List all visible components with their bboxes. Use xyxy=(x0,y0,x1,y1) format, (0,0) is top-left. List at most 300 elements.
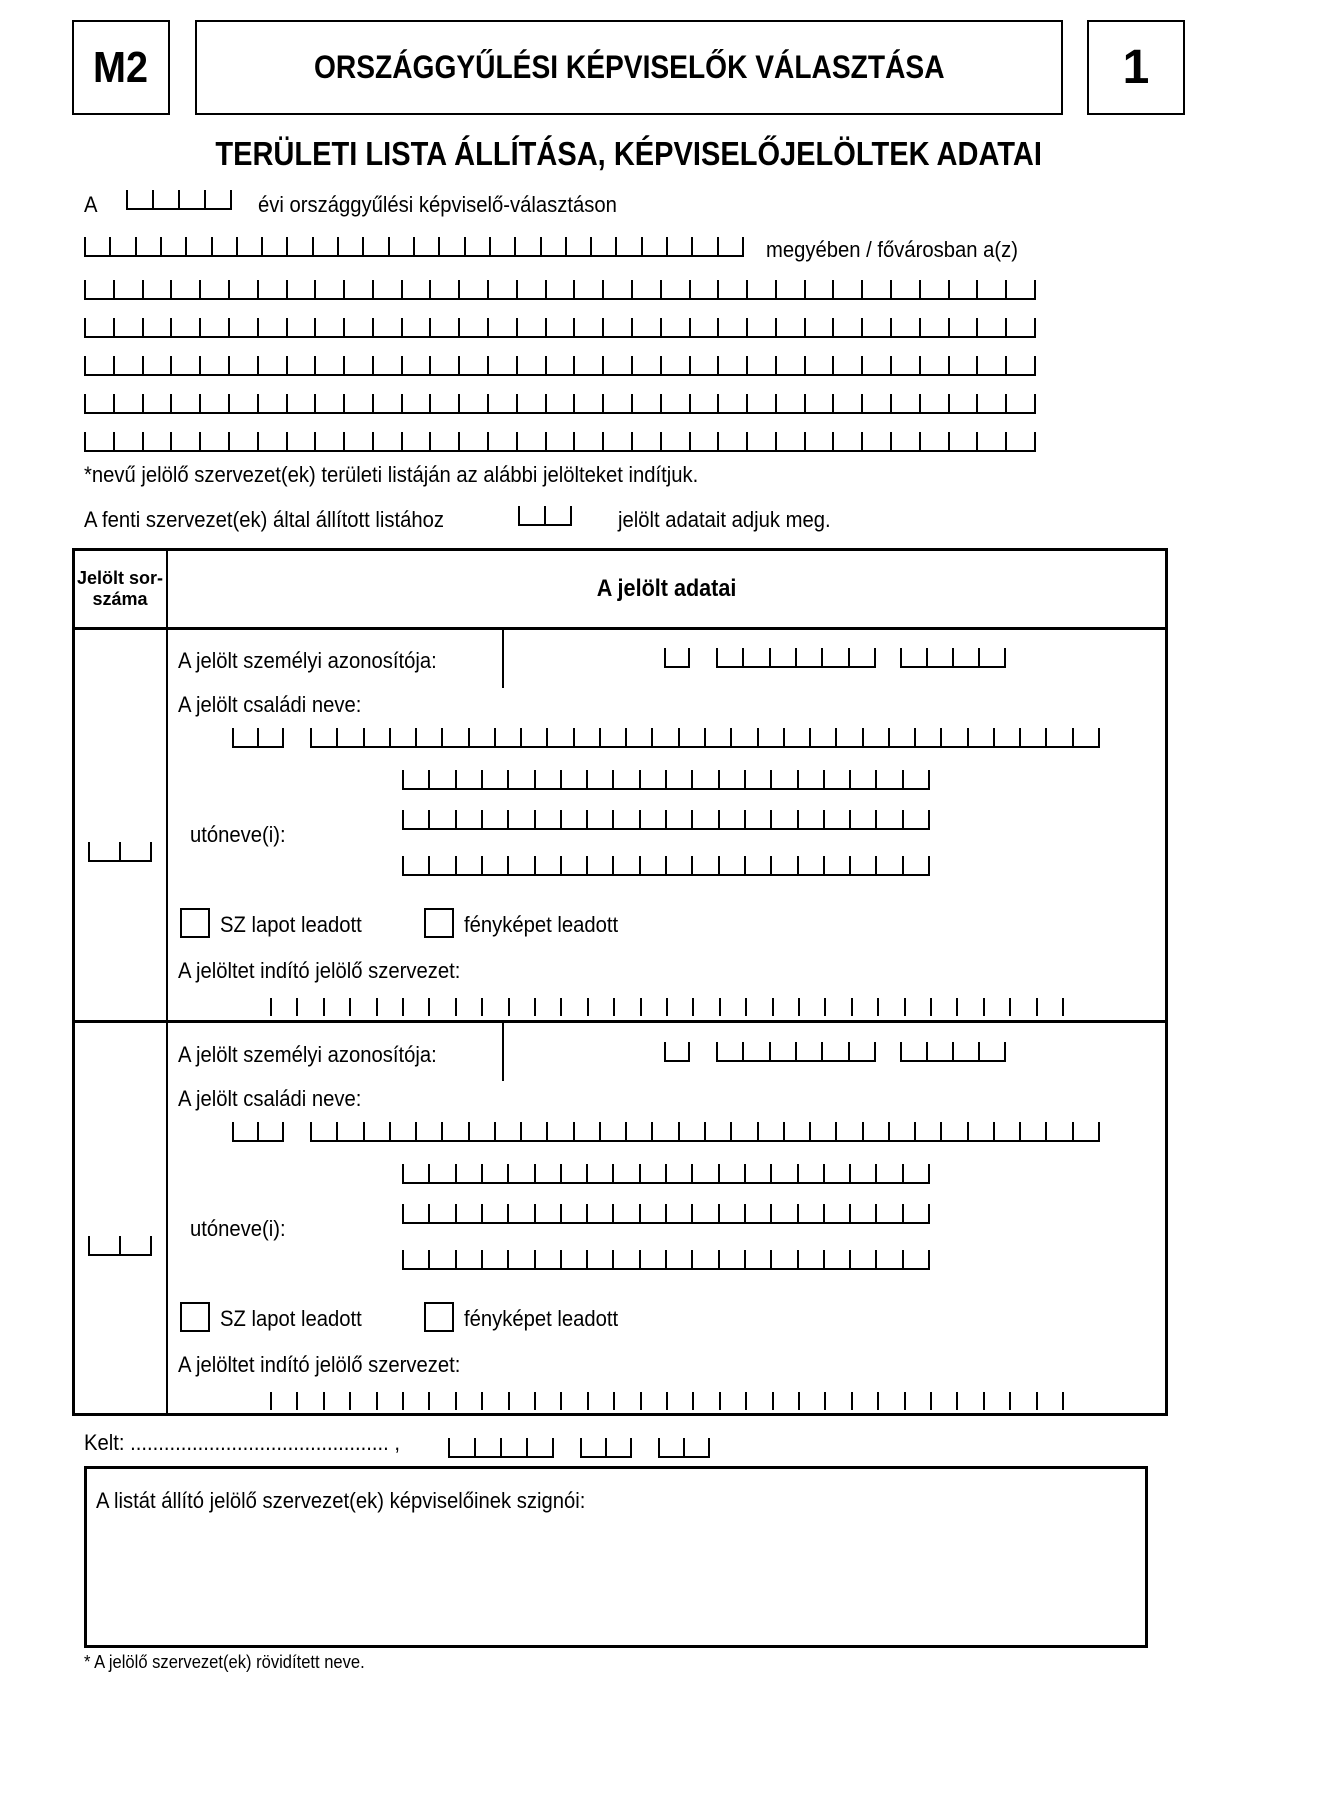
candidate-2-id-part-1[interactable] xyxy=(664,1042,690,1062)
box-tick xyxy=(665,1250,667,1268)
box-tick xyxy=(769,1042,771,1060)
box-tick xyxy=(640,998,642,1016)
box-tick xyxy=(665,810,667,828)
box-tick xyxy=(185,237,187,255)
box-tick xyxy=(507,1204,509,1222)
org-name-line-5[interactable] xyxy=(84,432,1036,452)
box-tick xyxy=(952,648,954,666)
box-tick xyxy=(402,998,404,1016)
box-tick xyxy=(428,1250,430,1268)
box-tick xyxy=(742,1042,744,1060)
box-tick xyxy=(170,356,172,374)
box-tick xyxy=(848,648,850,666)
box-tick xyxy=(612,1250,614,1268)
candidate-1-given-name-1[interactable] xyxy=(402,770,930,790)
candidate-2-sz-checkbox[interactable] xyxy=(180,1302,210,1332)
box-tick xyxy=(545,318,547,336)
box-tick xyxy=(1036,1392,1038,1410)
box-tick xyxy=(849,856,851,874)
form-code: M2 xyxy=(93,42,149,92)
form-title: ORSZÁGGYŰLÉSI KÉPVISELŐK VÁLASZTÁSA xyxy=(313,49,945,85)
box-tick xyxy=(783,728,785,746)
box-tick xyxy=(849,810,851,828)
box-tick xyxy=(976,356,978,374)
box-tick xyxy=(286,432,288,450)
kelt-month-field[interactable] xyxy=(580,1438,632,1458)
box-tick xyxy=(323,998,325,1016)
box-tick xyxy=(797,1204,799,1222)
box-tick xyxy=(270,1392,272,1410)
box-tick xyxy=(518,506,520,524)
box-tick xyxy=(468,1122,470,1140)
box-tick xyxy=(823,770,825,788)
box-tick xyxy=(708,1438,710,1456)
box-tick xyxy=(664,648,666,666)
box-tick xyxy=(310,1122,312,1140)
box-tick xyxy=(890,432,892,450)
box-tick xyxy=(691,1250,693,1268)
box-tick xyxy=(481,810,483,828)
box-tick xyxy=(199,318,201,336)
candidate-1-id-part-1[interactable] xyxy=(664,648,690,668)
box-tick xyxy=(861,394,863,412)
candidate-1-id-divider xyxy=(502,630,504,688)
box-tick xyxy=(402,856,404,874)
candidate-2-id-part-2[interactable] xyxy=(716,1042,876,1062)
box-tick xyxy=(804,394,806,412)
box-tick xyxy=(849,770,851,788)
box-tick xyxy=(770,856,772,874)
box-tick xyxy=(746,432,748,450)
box-tick xyxy=(717,318,719,336)
box-tick xyxy=(742,237,744,255)
box-tick xyxy=(178,190,180,208)
box-tick xyxy=(228,432,230,450)
box-tick xyxy=(458,394,460,412)
box-tick xyxy=(560,1250,562,1268)
box-tick xyxy=(199,356,201,374)
box-tick xyxy=(376,1392,378,1410)
box-tick xyxy=(314,432,316,450)
box-tick xyxy=(757,1122,759,1140)
box-tick xyxy=(1062,1392,1064,1410)
box-tick xyxy=(150,842,152,860)
box-tick xyxy=(481,1250,483,1268)
box-tick xyxy=(211,237,213,255)
box-tick xyxy=(142,356,144,374)
box-tick xyxy=(428,770,430,788)
candidate-2-given-name-2[interactable] xyxy=(402,1204,930,1224)
box-tick xyxy=(631,356,633,374)
box-tick xyxy=(823,856,825,874)
col-header-number: Jelölt sor- száma xyxy=(76,567,164,609)
org-name-line-3[interactable] xyxy=(84,356,1036,376)
box-tick xyxy=(612,1204,614,1222)
box-tick xyxy=(534,810,536,828)
box-tick xyxy=(1045,728,1047,746)
box-tick xyxy=(481,1164,483,1182)
box-tick xyxy=(688,648,690,666)
box-tick xyxy=(904,998,906,1016)
box-tick xyxy=(612,1164,614,1182)
box-tick xyxy=(948,432,950,450)
box-tick xyxy=(514,237,516,255)
candidate-1-family-prefix[interactable] xyxy=(232,728,284,748)
box-tick xyxy=(861,318,863,336)
box-tick xyxy=(296,998,298,1016)
box-tick xyxy=(940,1122,942,1140)
box-tick xyxy=(336,728,338,746)
box-tick xyxy=(573,394,575,412)
org-name-line-1[interactable] xyxy=(84,280,1036,300)
box-tick xyxy=(232,728,234,746)
box-tick xyxy=(877,1392,879,1410)
box-tick xyxy=(718,856,720,874)
box-tick xyxy=(718,1164,720,1182)
box-tick xyxy=(560,856,562,874)
candidate-2-id-part-3[interactable] xyxy=(900,1042,1006,1062)
box-tick xyxy=(199,280,201,298)
candidate-1-sz-label: SZ lapot leadott xyxy=(220,912,362,937)
box-tick xyxy=(719,1392,721,1410)
box-tick xyxy=(874,648,876,666)
box-tick xyxy=(797,810,799,828)
box-tick xyxy=(508,1392,510,1410)
candidate-2-given-label: utóneve(i): xyxy=(190,1216,286,1241)
box-tick xyxy=(109,237,111,255)
box-tick xyxy=(718,810,720,828)
box-tick xyxy=(296,1392,298,1410)
box-tick xyxy=(890,356,892,374)
box-tick xyxy=(429,280,431,298)
box-tick xyxy=(983,998,985,1016)
box-tick xyxy=(312,237,314,255)
box-tick xyxy=(526,1438,528,1456)
box-tick xyxy=(797,770,799,788)
candidate-2-family-prefix[interactable] xyxy=(232,1122,284,1142)
box-tick xyxy=(862,1122,864,1140)
box-tick xyxy=(310,728,312,746)
box-tick xyxy=(487,318,489,336)
kelt-label: Kelt: .............................................. , xyxy=(84,1430,401,1455)
box-tick xyxy=(257,318,259,336)
signature-label: A listát állító jelölő szervezet(ek) képviselőinek szignói: xyxy=(96,1488,586,1513)
box-tick xyxy=(900,648,902,666)
box-tick xyxy=(746,318,748,336)
box-tick xyxy=(900,1042,902,1060)
box-tick xyxy=(851,1392,853,1410)
box-tick xyxy=(717,356,719,374)
box-tick xyxy=(770,1250,772,1268)
box-tick xyxy=(534,1164,536,1182)
box-tick xyxy=(689,280,691,298)
box-tick xyxy=(848,1042,850,1060)
box-tick xyxy=(914,728,916,746)
box-tick xyxy=(142,280,144,298)
box-tick xyxy=(343,394,345,412)
box-tick xyxy=(389,728,391,746)
box-tick xyxy=(775,356,777,374)
candidate-1-given-name-3[interactable] xyxy=(402,856,930,876)
box-tick xyxy=(170,394,172,412)
page-number-box xyxy=(1087,20,1185,115)
box-tick xyxy=(660,280,662,298)
box-tick xyxy=(113,280,115,298)
box-tick xyxy=(257,280,259,298)
box-tick xyxy=(534,1392,536,1410)
box-tick xyxy=(586,1204,588,1222)
box-tick xyxy=(257,432,259,450)
box-tick xyxy=(914,1122,916,1140)
box-tick xyxy=(428,1164,430,1182)
box-tick xyxy=(1045,1122,1047,1140)
box-tick xyxy=(630,1438,632,1456)
box-tick xyxy=(586,856,588,874)
box-tick xyxy=(746,356,748,374)
box-tick xyxy=(343,280,345,298)
box-tick xyxy=(804,318,806,336)
box-tick xyxy=(861,280,863,298)
box-tick xyxy=(587,1392,589,1410)
box-tick xyxy=(113,356,115,374)
candidate-1-id-part-3[interactable] xyxy=(900,648,1006,668)
box-tick xyxy=(1034,394,1036,412)
box-tick xyxy=(967,1122,969,1140)
box-tick xyxy=(1009,998,1011,1016)
box-tick xyxy=(455,770,457,788)
box-tick xyxy=(257,356,259,374)
box-tick xyxy=(770,1164,772,1182)
box-tick xyxy=(455,1164,457,1182)
box-tick xyxy=(455,998,457,1016)
box-tick xyxy=(500,1438,502,1456)
box-tick xyxy=(599,728,601,746)
box-tick xyxy=(573,728,575,746)
candidate-2-org-field[interactable] xyxy=(270,1392,1064,1410)
box-tick xyxy=(84,318,86,336)
box-tick xyxy=(835,1122,837,1140)
box-tick xyxy=(481,998,483,1016)
box-tick xyxy=(902,810,904,828)
box-tick xyxy=(952,1042,954,1060)
box-tick xyxy=(861,356,863,374)
box-tick xyxy=(84,356,86,374)
box-tick xyxy=(948,394,950,412)
box-tick xyxy=(323,1392,325,1410)
candidate-2-number-field[interactable] xyxy=(88,1236,152,1256)
candidate-1-id-part-2[interactable] xyxy=(716,648,876,668)
candidate-2-family-label: A jelölt családi neve: xyxy=(178,1086,362,1111)
box-tick xyxy=(573,280,575,298)
box-tick xyxy=(602,318,604,336)
box-tick xyxy=(228,394,230,412)
box-tick xyxy=(170,318,172,336)
box-tick xyxy=(641,237,643,255)
box-tick xyxy=(804,432,806,450)
box-tick xyxy=(928,810,930,828)
box-tick xyxy=(926,1042,928,1060)
box-tick xyxy=(940,728,942,746)
candidate-1-given-label: utóneve(i): xyxy=(190,822,286,847)
box-tick xyxy=(745,998,747,1016)
year-field[interactable] xyxy=(126,190,232,210)
candidate-1-photo-checkbox[interactable] xyxy=(424,908,454,938)
candidate-1-given-name-2[interactable] xyxy=(402,810,930,830)
box-tick xyxy=(613,1392,615,1410)
box-tick xyxy=(286,318,288,336)
box-tick xyxy=(631,394,633,412)
box-tick xyxy=(639,770,641,788)
box-tick xyxy=(1072,728,1074,746)
box-tick xyxy=(665,770,667,788)
box-tick xyxy=(314,394,316,412)
box-tick xyxy=(717,237,719,255)
county-field[interactable] xyxy=(84,237,744,257)
box-tick xyxy=(455,1392,457,1410)
box-tick xyxy=(560,770,562,788)
box-tick xyxy=(199,394,201,412)
box-tick xyxy=(798,1392,800,1410)
box-tick xyxy=(573,356,575,374)
box-tick xyxy=(88,842,90,860)
box-tick xyxy=(602,432,604,450)
box-tick xyxy=(665,1164,667,1182)
box-tick xyxy=(716,1042,718,1060)
box-tick xyxy=(930,998,932,1016)
box-tick xyxy=(730,1122,732,1140)
candidate-2-given-name-1[interactable] xyxy=(402,1164,930,1184)
box-tick xyxy=(119,1236,121,1254)
box-tick xyxy=(832,318,834,336)
box-tick xyxy=(343,356,345,374)
box-tick xyxy=(849,1250,851,1268)
box-tick xyxy=(976,394,978,412)
box-tick xyxy=(507,1164,509,1182)
box-tick xyxy=(363,1122,365,1140)
candidate-1-family-name[interactable] xyxy=(310,728,1100,748)
box-tick xyxy=(978,1042,980,1060)
box-tick xyxy=(1005,280,1007,298)
box-tick xyxy=(534,856,536,874)
box-tick xyxy=(928,1164,930,1182)
candidate-1-org-field[interactable] xyxy=(270,998,1064,1016)
candidate-count-field[interactable] xyxy=(518,506,572,526)
candidate-2-given-name-3[interactable] xyxy=(402,1250,930,1270)
box-tick xyxy=(875,1250,877,1268)
box-tick xyxy=(770,810,772,828)
box-tick xyxy=(823,1164,825,1182)
box-tick xyxy=(507,770,509,788)
box-tick xyxy=(372,394,374,412)
box-tick xyxy=(428,998,430,1016)
box-tick xyxy=(1019,1122,1021,1140)
box-tick xyxy=(429,394,431,412)
candidate-1-id-label: A jelölt személyi azonosítója: xyxy=(178,648,437,673)
box-tick xyxy=(665,856,667,874)
box-tick xyxy=(570,506,572,524)
box-tick xyxy=(534,770,536,788)
box-tick xyxy=(314,356,316,374)
box-tick xyxy=(772,1392,774,1410)
box-tick xyxy=(402,770,404,788)
candidate-2-family-name[interactable] xyxy=(310,1122,1100,1142)
box-tick xyxy=(534,1250,536,1268)
box-tick xyxy=(660,356,662,374)
box-tick xyxy=(388,237,390,255)
box-tick xyxy=(474,1438,476,1456)
box-tick xyxy=(835,728,837,746)
box-tick xyxy=(429,432,431,450)
box-tick xyxy=(689,318,691,336)
candidate-2-photo-checkbox[interactable] xyxy=(424,1302,454,1332)
box-tick xyxy=(691,1204,693,1222)
candidate-1-number-field[interactable] xyxy=(88,842,152,862)
footnote: * A jelölő szervezet(ek) rövidített neve. xyxy=(84,1652,365,1672)
box-tick xyxy=(692,998,694,1016)
org-name-line-2[interactable] xyxy=(84,318,1036,338)
box-tick xyxy=(458,318,460,336)
box-tick xyxy=(286,394,288,412)
box-tick xyxy=(948,280,950,298)
org-name-line-4[interactable] xyxy=(84,394,1036,414)
box-tick xyxy=(1062,998,1064,1016)
box-tick xyxy=(560,998,562,1016)
box-tick xyxy=(565,237,567,255)
box-tick xyxy=(573,318,575,336)
box-tick xyxy=(875,1164,877,1182)
box-tick xyxy=(804,356,806,374)
box-tick xyxy=(372,356,374,374)
box-tick xyxy=(1034,432,1036,450)
box-tick xyxy=(560,1164,562,1182)
box-tick xyxy=(640,1392,642,1410)
box-tick xyxy=(890,280,892,298)
box-tick xyxy=(507,810,509,828)
box-tick xyxy=(692,1392,694,1410)
box-tick xyxy=(458,432,460,450)
box-tick xyxy=(612,810,614,828)
box-tick xyxy=(401,432,403,450)
box-tick xyxy=(877,998,879,1016)
box-tick xyxy=(261,237,263,255)
box-tick xyxy=(487,394,489,412)
box-tick xyxy=(516,432,518,450)
box-tick xyxy=(586,1164,588,1182)
box-tick xyxy=(823,1250,825,1268)
kelt-day-field[interactable] xyxy=(658,1438,710,1458)
form-title-box xyxy=(195,20,1063,115)
box-tick xyxy=(546,728,548,746)
box-tick xyxy=(257,394,259,412)
box-tick xyxy=(429,356,431,374)
box-tick xyxy=(560,810,562,828)
box-tick xyxy=(487,356,489,374)
box-tick xyxy=(704,728,706,746)
candidate-1-sz-checkbox[interactable] xyxy=(180,908,210,938)
kelt-year-field[interactable] xyxy=(448,1438,554,1458)
box-tick xyxy=(678,1122,680,1140)
box-tick xyxy=(1034,356,1036,374)
box-tick xyxy=(683,1438,685,1456)
box-tick xyxy=(666,237,668,255)
box-tick xyxy=(861,432,863,450)
box-tick xyxy=(84,237,86,255)
box-tick xyxy=(126,190,128,208)
box-tick xyxy=(520,728,522,746)
candidate-1-family-label: A jelölt családi neve: xyxy=(178,692,362,717)
box-tick xyxy=(862,728,864,746)
box-tick xyxy=(718,1204,720,1222)
